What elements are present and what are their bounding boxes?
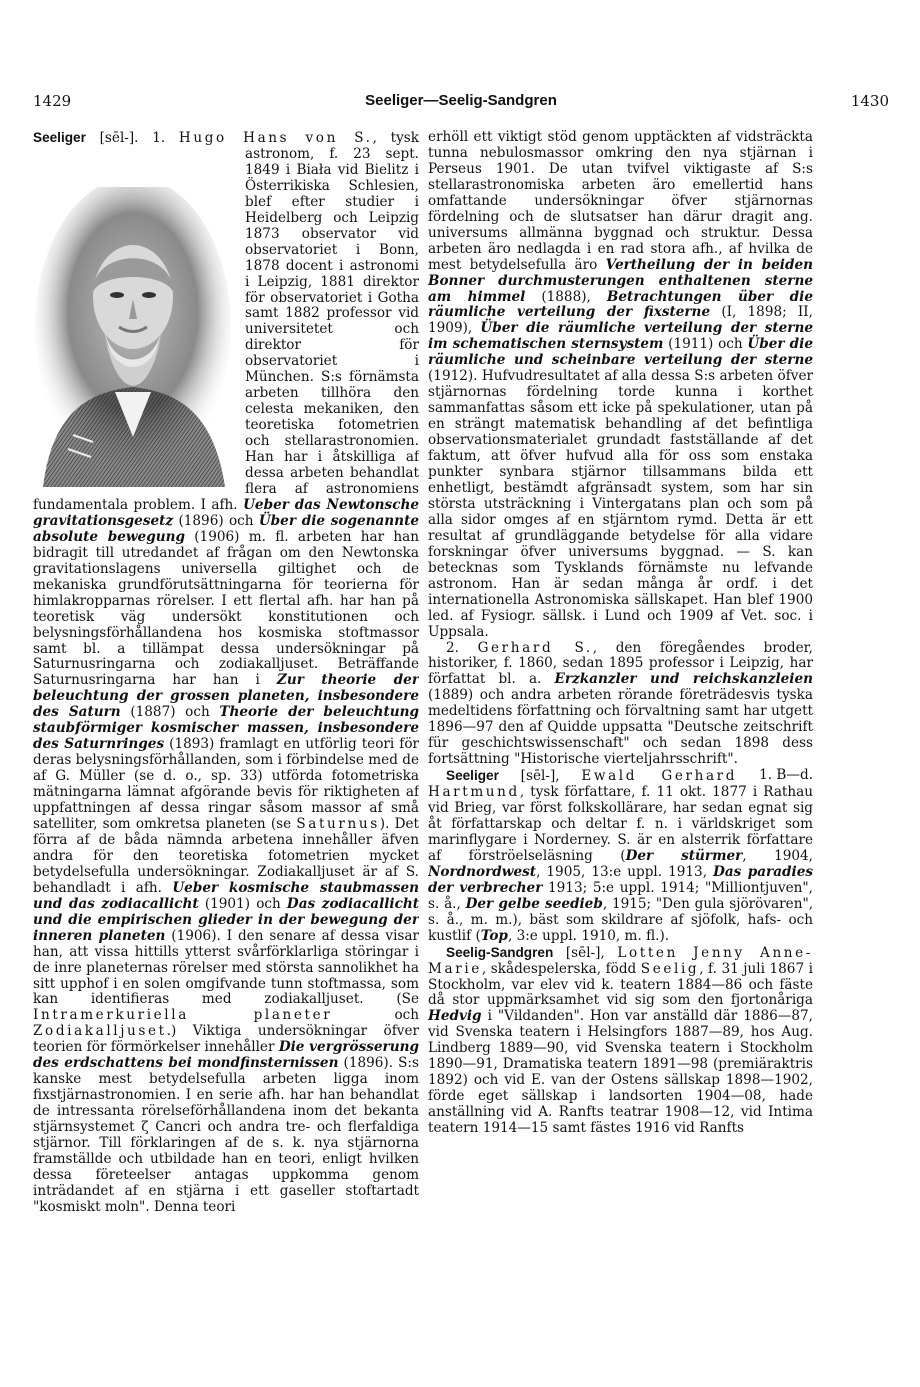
work-title: Das zodiacallicht und die empirischen glieder in der bewegung der inneren planeten (33, 895, 419, 944)
cross-reference: Zodiakalljuset (33, 1023, 167, 1040)
cross-reference: Intramerkuriella planeter (33, 1007, 333, 1024)
text-run: , f. 31 juli 1867 i Stockholm, var elev vid k. teatern 1884—86 och fäste då stor uppmärksamhet vid sig som den fjortonåriga (428, 960, 813, 1009)
text-run: (1888), (525, 288, 607, 305)
work-title: Top (480, 927, 508, 944)
text-run: , 1915; "Den gula sjörövaren", s. å., m. m.), bäst som skildrare af sjöfolk, hafs- och kustlif ( (428, 895, 813, 944)
text-run: .) Viktiga undersökningar öfver teorien för förmörkelser innehåller (33, 1023, 419, 1056)
person-name: Ewald Gerhard Hartmund (428, 768, 738, 801)
work-title: Über die räumliche und scheinbare verteilung der sterne (428, 336, 813, 369)
author-signature: 1. B—d. (759, 767, 813, 784)
work-title: Betrachtungen über die räumliche verteilung der fixsterne (428, 288, 813, 321)
text-run: i "Vildanden". Hon var anställd där 1886—87, vid Svenska teatern i Helsingfors 1887—89, hos Aug. Lindberg 1889—90, vid Svenska teatern i Stockholm 1890—91, Dramatiska teatern 1891—98 (premiäraktris 1892) och vid E. van der Ostens sällskap 1898—1902, förde eget sällskap i landsorten 1904—08, hade anställning vid A. Ranfts teatrar 1908—12, vid Intima teatern 1914—15 samt fästes 1916 vid Ranfts (428, 1008, 813, 1137)
portrait-engraving-icon (33, 187, 239, 489)
work-title: Das paradies der verbrecher (428, 863, 813, 896)
work-title: Über die räumliche verteilung der sterne im schematischen sternsystem (428, 320, 813, 353)
text-run: (1901) och (198, 895, 287, 912)
headword: Seeliger (446, 768, 499, 784)
entry-number: 2. (446, 639, 478, 656)
work-title: Die vergrösserung des erdschattens bei mondfinsternissen (33, 1039, 419, 1072)
text-run: (1893) framlagt en utförlig teori för deras belysningsförhållanden, som i förbindelse med de af G. Müller (se d. o., sp. 33) utförda fotometriska mätningarna lämnat afgörande bevis för riktigheten af uppfattningen af dessa ringar såsom massor af små satelliter, som omkretsa planeten (se (33, 736, 419, 832)
pronunciation: [sēl-]. 1. (85, 130, 179, 146)
text-run: , den föregåendes broder, historiker, f. 1860, sedan 1895 professor i Leipzig, har författat bl. a. (428, 639, 813, 688)
pronunciation: [sēl-], (553, 944, 618, 961)
text-run: (1911) och (663, 336, 748, 353)
text-run: (1906) m. fl. arbeten har han bidragit till utredandet af frågan om den Newtonska gravitationslagens universella giltighet och de mekaniska grundförutsättningarna för teorierna för himlakropparnas rörelser. I ett flertal afh. har han på teoretisk väg undersökt konstitutionen och belysningsförhållandena hos kosmiska stoftmassor samt bl. a tillämpat dessa undersökningar på Saturnusringarna och zodiakalljuset. Beträffande Saturnusringarna har han i (33, 528, 419, 689)
work-title: Ueber das Newtonsche gravitationsgesetz (33, 496, 419, 529)
text-run: (1896). S:s kanske mest betydelsefulla arbeten ligga inom fixstjärnastronomien. I en serie afh. har han behandlat de intressanta rörelseförhållandena inom det bekanta stjärnsystemet ζ Cancri och andra tre- och flerfaldiga stjärnor. Till förklaringen af de s. k. nya stjärnorna framställde och utbildade han en teori, enligt hvilken dessa företeelser antagas uppkomma genom inträdandet af en stjärna i ett gaseller stoftartadt "kosmiskt moln". Denna teori (33, 1055, 419, 1215)
text-run: (I, 1898; II, 1909), (428, 304, 813, 337)
text-run: 1913; 5:e uppl. 1914; "Milliontjuven", s. å., (428, 879, 813, 912)
page-header (33, 92, 889, 114)
text-run: , 1905, 13:e uppl. 1913, (536, 863, 714, 880)
text-run: (1889) och andra arbeten rörande företrädesvis tyska medeltidens författning och förvaltning samt har utgett 1896—97 den af Quidde uppsatta "Deutsche zeitschrift für geschichtswissenschaft" och sedan 1898 dess fortsättning "Historische vierteljahrsschrift". (428, 687, 813, 768)
headword: Seeliger (33, 130, 86, 145)
person-name: Gerhard S. (477, 639, 593, 656)
person-name: Lotten Jenny Anne-Marie (428, 944, 813, 977)
left-column (33, 130, 419, 1310)
text-run: (1906). I den senare af dessa visar han, att vissa hittills ytterst svårförklarliga störingar i de inre planeternas rörelser med största sannolikhet ha sitt upphof i en solen omgifvande tunn stoftmassa, som kan identifieras med zodiakalljuset. (Se (33, 927, 419, 1008)
work-title: Der stürmer (625, 847, 743, 864)
text-run: och (332, 1007, 419, 1024)
entry-continuation (428, 130, 813, 641)
text-run: (1896) och (173, 512, 259, 529)
text-run: (1912). Hufvudresultatet af alla dessa S:s arbeten öfver stjärnornas fördelning torde kunna i korthet sammanfattas såsom ett icke på spekulationer, utan på en strängt matematisk behandling af det befintliga observationsmaterialet grundadt fastställande af det faktum, att öfver hufvud alla för oss som enstaka punkter synbara stjärnor tillsammans bilda ett enhetligt, bestämdt afgränsadt system, som har sin största utsträckning i Vintergatans plan och som på alla sidor omges af en stjärntom rymd. Detta är ett resultat af grundläggande betydelse för alla vidare forskningar öfver universums byggnad. — S. kan betecknas som Tysklands förnämste nu lefvande astronom. Han är sedan många år ordf. i det internationella Astronomiska sällskapet. Han blef 1900 led. af Fysiogr. sällsk. i Lund och 1909 af Vet. soc. i Uppsala. (428, 368, 813, 640)
headword: Seelig-Sandgren (446, 944, 554, 960)
text-run: (1887) och (120, 704, 220, 721)
person-name: Hugo Hans von S. (178, 130, 373, 146)
work-title: Theorie der beleuchtung staubförmiger kosmischer massen, insbesondere des Saturnringes (33, 704, 419, 753)
work-title: Nordnordwest (428, 863, 537, 880)
maiden-name: Seelig (640, 960, 700, 977)
text-run: ). Det förra af de båda nämnda arbetena innehåller äfven andra för den teoretiska fotometrien mycket betydelsefulla undersökningar. Zodiakalljuset är af S. behandladt i afh. (33, 815, 419, 896)
work-title: Der gelbe seedieb (465, 895, 603, 912)
work-title: Vertheilung der in beiden Bonner durchmusterungen enthaltenen sterne am himmel (428, 256, 813, 305)
text-run: , 3:e uppl. 1910, m. fl.). (507, 927, 670, 944)
right-column (428, 130, 813, 1310)
work-title: Zur theorie der beleuchtung der grossen planeten, insbesondere des Saturn (33, 672, 419, 721)
entry-seelig-sandgren (428, 945, 813, 1137)
work-title: Erzkanzler und reichskanzleien (554, 671, 813, 688)
text-run: , tysk författare, f. 11 okt. 1877 i Rathau vid Brieg, var först folkskollärare, har sedan egnat sig åt författarskap och deltar f. n. i världskriget som marinflygare i Norderney. S. är en alsterrik författare af förströelseläsning ( (428, 784, 813, 864)
entry-ewald-seeliger (428, 768, 813, 944)
text-run: , skådespelerska, född (481, 960, 641, 977)
work-title: Über die sogenannte absolute bewegung (33, 512, 419, 545)
role-name: Hedvig (428, 1008, 482, 1025)
cross-reference: Saturnus (296, 815, 380, 832)
text-run: erhöll ett viktigt stöd genom upptäckten af vidsträckta tunna nebulosmassor omkring den nya stjärnan i Perseus 1901. De utan tvifvel viktigaste af S:s stellarastronomiska arbeten äro emellertid hans omfattande undersökningar öfver stjärnornas fördelning och de slutsatser han därur dragit ang. universums allmänna byggnad och struktur. Dessa arbeten äro nedlagda i en rad stora afh., af hvilka de mest betydelsefulla äro (428, 130, 813, 273)
pronunciation: [sēl-], (498, 768, 582, 785)
work-title: Ueber kosmische staubmassen und das zodiacallicht (33, 879, 419, 912)
right-page-number: 1430 (850, 92, 889, 110)
text-run: , 1904, (742, 847, 813, 864)
left-page-number: 1429 (33, 92, 72, 110)
running-title: Seeliger—Seelig-Sandgren (365, 92, 557, 109)
text-run: , tysk astronom, f. 23 sept. 1849 i Biała vid Bielitz i Österrikiska Schlesien, blef efter studier i Heidelberg och Leipzig 1873 observator vid observatoriet i Bonn, 1878 docent i astronomi i Leipzig, 1881 direktor för observatoriet i Gotha samt 1882 professor vid universitetet och direktor för observatoriet i München. S:s förnämsta arbeten tillhöra den celesta mekaniken, den teoretiska fotometrien och stellarastronomien. Han har i åtskilliga af dessa arbeten behandlat flera af astronomiens fundamentala problem. I afh. (33, 130, 419, 513)
entry-hugo-seeliger (33, 130, 419, 1216)
